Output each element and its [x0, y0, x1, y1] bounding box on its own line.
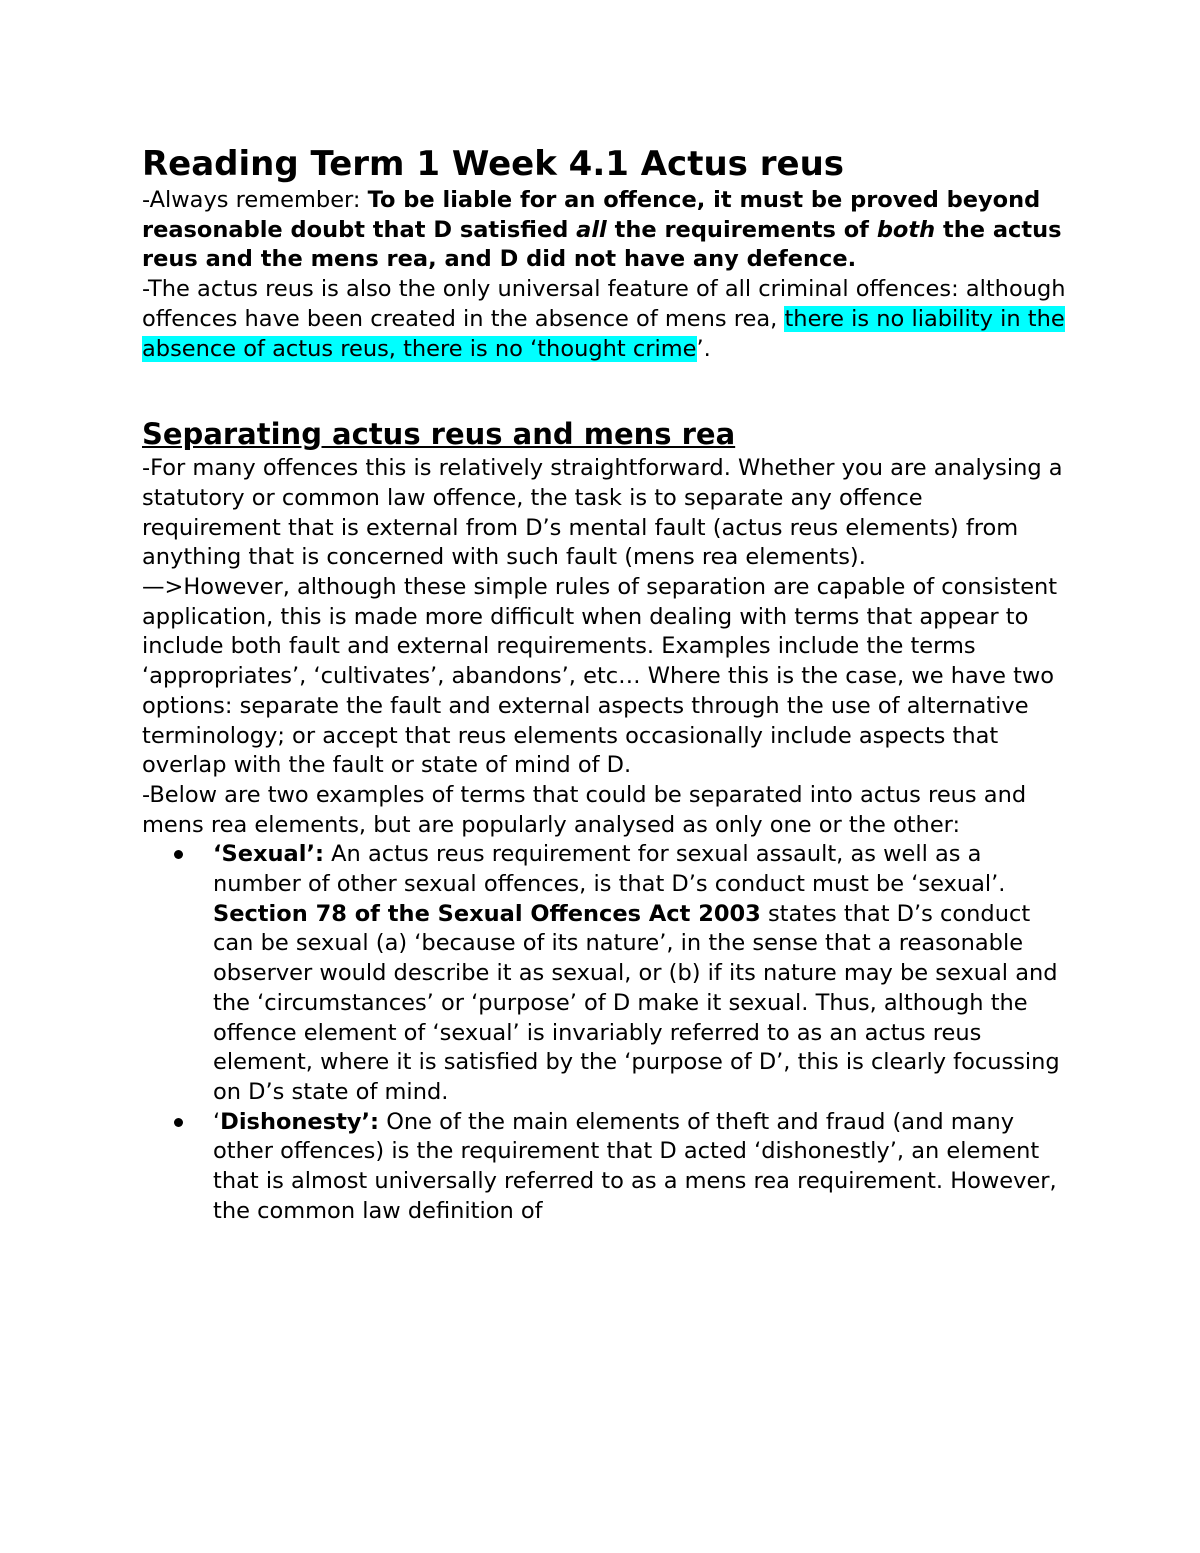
bullet-dot-icon — [174, 1118, 183, 1127]
intro-emphasis-both: both — [876, 216, 936, 243]
document-page — [142, 142, 1067, 1227]
bullet-text-sexual-b: states that D’s conduct can be sexual (a) ‘because of its nature’, in the sense that a reasonable observer would describe it as sexual, or (b) if its nature may be sexual and the ‘circumstances’ or ‘purpose’ of D make it sexual. Thus, although the offence element of ‘sexual’ is invariably referred to as an actus reus element, where it is satisfied by the ‘purpose of D’, this is clearly focussing on D’s state of mind. — [213, 900, 1060, 1105]
intro-prefix: -Always remember: — [142, 187, 368, 213]
bullet-text-dishonesty: One of the main elements of theft and fraud (and many other offences) is the requirement that D acted ‘dishonestly’, an element that is almost universally referred to as a mens rea requirement. However, the common law definition of — [213, 1108, 1057, 1224]
intro-bold-a: To be liable for an offence, it must be proved beyond reasonable doubt that D satisfied — [142, 187, 1041, 243]
bullet-item-dishonesty — [142, 1108, 1067, 1227]
section-heading: Separating actus reus and mens rea — [142, 417, 736, 452]
intro-paragraph-2 — [142, 275, 1067, 364]
document-title: Reading Term 1 Week 4.1 Actus reus — [142, 144, 845, 184]
intro-bold-c: the actus reus and the mens rea, and D did not have any defence. — [142, 216, 1062, 273]
section-paragraph-3: -Below are two examples of terms that could be separated into actus reus and mens rea elements, but are popularly analysed as only one or the other: — [142, 781, 1027, 838]
section-paragraph-2: —>However, although these simple rules of separation are capable of consistent application, this is made more difficult when dealing with terms that appear to include both fault and external requirements. Examples include the terms ‘appropriates’, ‘cultivates’, abandons’, etc… Where this is the case, we have two options: separate the fault and external aspects through the use of alternative terminology; or accept that reus elements occasionally include aspects that overlap with the fault or state of mind of D. — [142, 574, 1058, 779]
intro-paragraph-1 — [142, 186, 1067, 275]
intro-bold-b: the requirements of — [606, 216, 877, 243]
section-paragraph-1: -For many offences this is relatively straightforward. Whether you are analysing a statutory or common law offence, the task is to separate any offence requirement that is external from D’s mental fault (actus reus elements) from anything that is concerned with such fault (mens rea elements). — [142, 455, 1063, 571]
bullet-term-sexual: ‘Sexual’: — [213, 841, 324, 868]
bullet-list — [142, 840, 1067, 1226]
highlighted-text: there is no liability in the absence of actus reus, there is no ‘thought crime — [142, 305, 1065, 362]
bullet-open-quote: ‘ — [213, 1108, 221, 1135]
bullet-text-sexual-a: An actus reus requirement for sexual assault, as well as a number of other sexual offences, is that D’s conduct must be ‘sexual’. — [213, 841, 1006, 898]
intro-p2-text: -The actus reus is also the only universal feature of all criminal offences: although offences have been created in the absence of mens rea, — [142, 276, 1066, 332]
bullet-term-dishonesty: Dishonesty’: — [220, 1108, 380, 1135]
bullet-ref-section-78: Section 78 of the Sexual Offences Act 2003 — [213, 900, 761, 927]
intro-p2-end: ’. — [696, 335, 711, 362]
intro-emphasis-all: all — [576, 216, 607, 243]
bullet-item-sexual — [142, 840, 1067, 1107]
bullet-dot-icon — [174, 850, 183, 859]
